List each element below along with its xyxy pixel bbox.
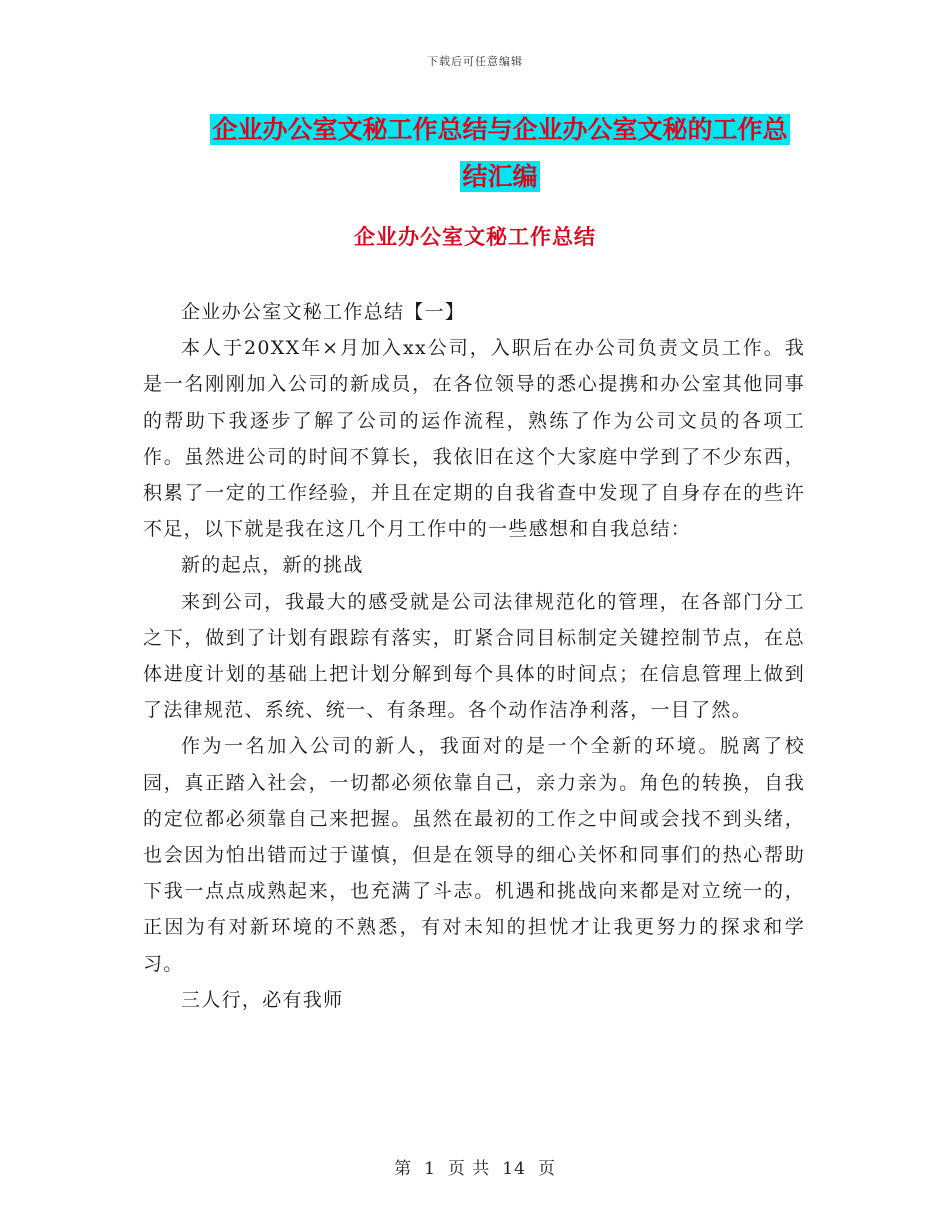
section-title: 企业办公室文秘工作总结 — [354, 224, 596, 249]
document-title — [130, 106, 870, 200]
document-title-line-1: 企业办公室文秘工作总结与企业办公室文秘的工作总 — [212, 115, 788, 144]
page-number-footer — [0, 1154, 950, 1179]
page-current: 1 — [424, 1159, 436, 1179]
paragraph: 本人于20XX年×月加入xx公司，入职后在办公司负责文员工作。我是一名刚刚加入公司的新成员，在各位领导的悉心提携和办公室其他同事的帮助下我逐步了解了公司的运作流程，熟练了作为公司文员的各项工作。虽然进公司的时间不算长，我依旧在这个大家庭中学到了不少东西，积累了一定的工作经验，并且在定期的自我省查中发现了自身存在的些许不足，以下就是我在这几个月工作中的一些感想和自我总结： — [143, 337, 805, 541]
page-label-mid: 页 共 — [447, 1159, 491, 1179]
paragraph-subtitle: 企业办公室文秘工作总结【一】 — [181, 301, 466, 323]
page-label-prefix: 第 — [394, 1159, 413, 1179]
paragraph-heading: 三人行，必有我师 — [181, 988, 344, 1011]
paragraph: 来到公司，我最大的感受就是公司法律规范化的管理，在各部门分工之下，做到了计划有跟踪有落实，盯紧合同目标制定关键控制节点，在总体进度计划的基础上把计划分解到每个具体的时间点；在信息管理上做到了法律规范、系统、统一、有条理。各个动作洁净利落，一目了然。 — [143, 590, 805, 722]
document-title-line-2: 结汇编 — [462, 162, 538, 191]
paragraph: 作为一名加入公司的新人，我面对的是一个全新的环境。脱离了校园，真正踏入社会，一切都必须依靠自己，亲力亲为。角色的转换，自我的定位都必须靠自己来把握。虽然在最初的工作之中间或会找不到头绪，也会因为怕出错而过于谨慎，但是在领导的细心关怀和同事们的热心帮助下我一点点成熟起来，也充满了斗志。机遇和挑战向来都是对立统一的，正因为有对新环境的不熟悉，有对未知的担忧才让我更努力的探求和学习。 — [143, 735, 805, 975]
header-note: 下载后可任意编辑 — [427, 55, 523, 68]
page-label-suffix: 页 — [537, 1159, 556, 1179]
document-body — [143, 294, 805, 1018]
paragraph-heading: 新的起点，新的挑战 — [181, 554, 364, 577]
page-total: 14 — [502, 1159, 526, 1179]
